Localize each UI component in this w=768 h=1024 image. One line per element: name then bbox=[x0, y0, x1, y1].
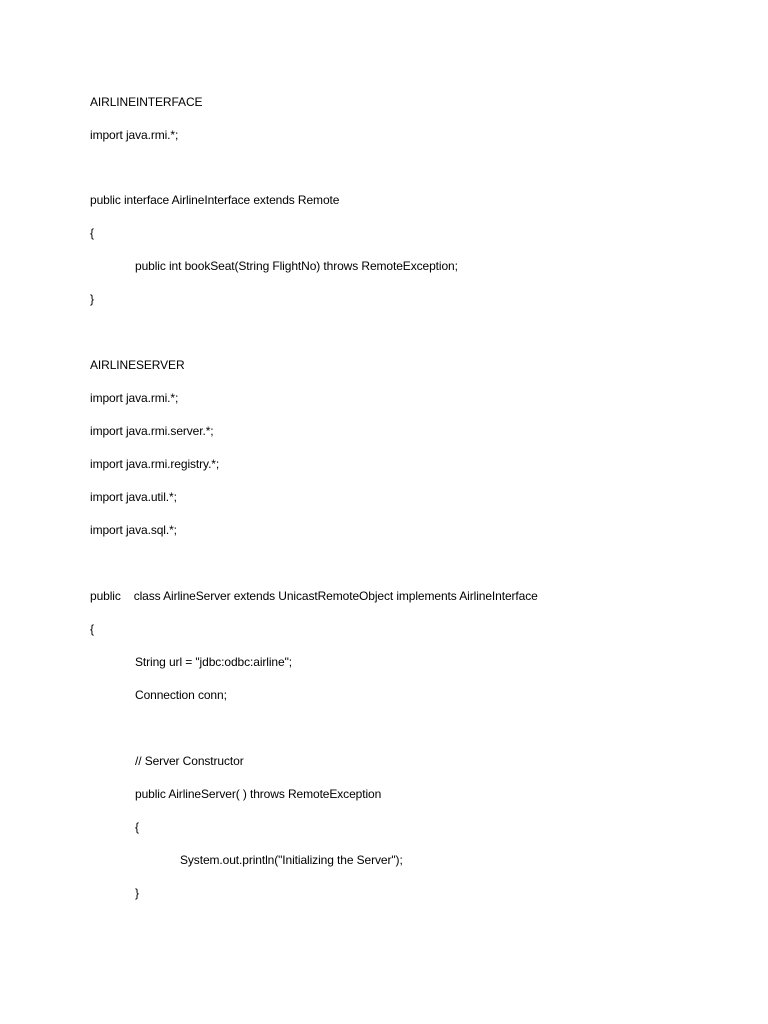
code-line: import java.sql.*; bbox=[90, 523, 177, 537]
code-line: public class AirlineServer extends UnicastRemoteObject implements AirlineInterface bbox=[90, 589, 538, 603]
code-line: } bbox=[135, 886, 139, 900]
code-line: { bbox=[90, 226, 94, 240]
code-line: import java.util.*; bbox=[90, 490, 177, 504]
section-heading-airline-server: AIRLINESERVER bbox=[90, 358, 185, 372]
code-comment: // Server Constructor bbox=[135, 754, 244, 768]
code-line: } bbox=[90, 292, 94, 306]
code-line: public interface AirlineInterface extends Remote bbox=[90, 193, 340, 207]
code-line: import java.rmi.server.*; bbox=[90, 424, 214, 438]
code-line: Connection conn; bbox=[135, 688, 227, 702]
code-line: System.out.println("Initializing the Server"); bbox=[180, 853, 403, 867]
code-line: public AirlineServer( ) throws RemoteException bbox=[135, 787, 382, 801]
code-line: public int bookSeat(String FlightNo) throws RemoteException; bbox=[135, 259, 458, 273]
code-line: import java.rmi.*; bbox=[90, 391, 179, 405]
code-line: import java.rmi.registry.*; bbox=[90, 457, 220, 471]
code-line: { bbox=[135, 820, 139, 834]
section-heading-airline-interface: AIRLINEINTERFACE bbox=[90, 95, 203, 109]
code-line: import java.rmi.*; bbox=[90, 128, 179, 142]
code-line: { bbox=[90, 622, 94, 636]
code-line: String url = "jdbc:odbc:airline"; bbox=[135, 655, 292, 669]
